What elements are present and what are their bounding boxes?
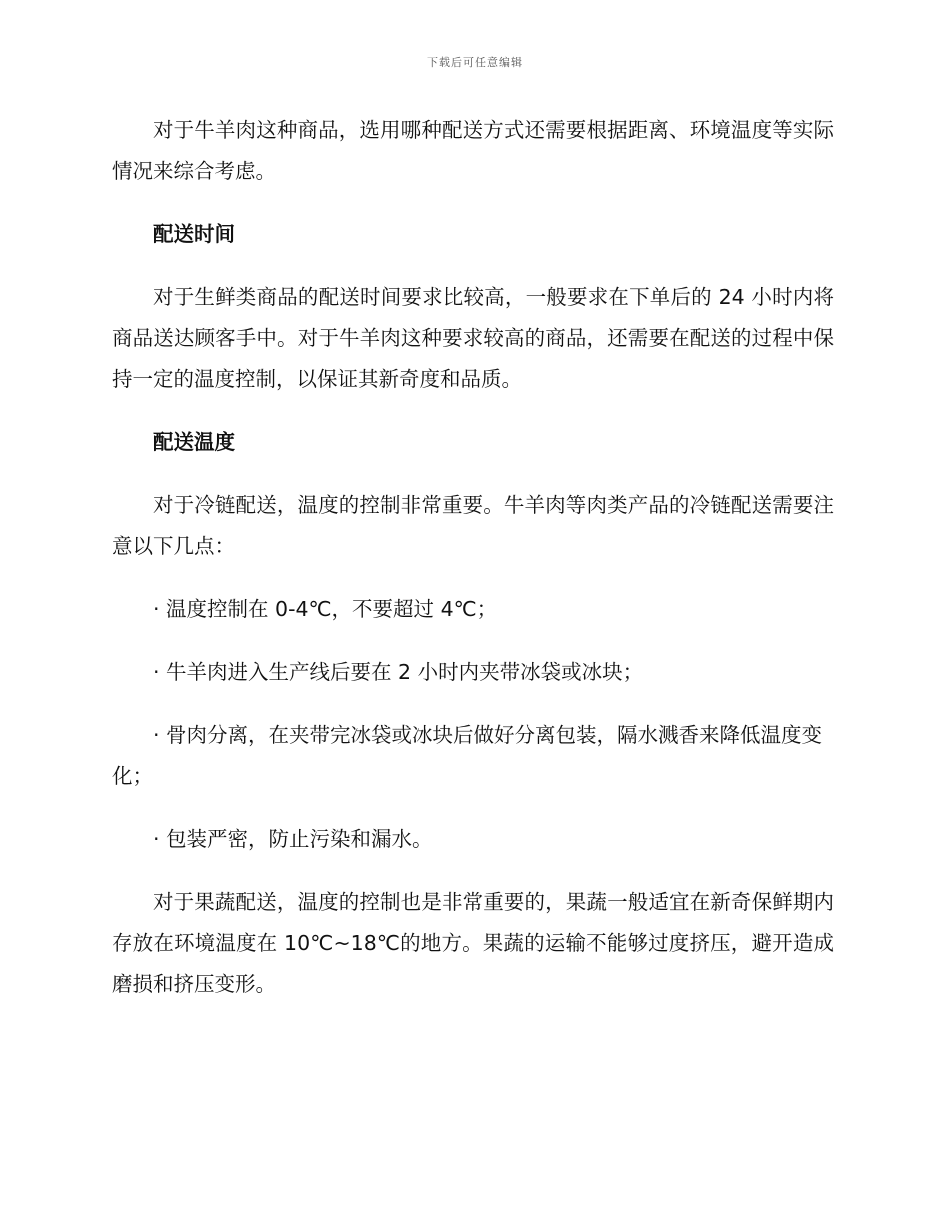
paragraph-delivery-time: 对于生鲜类商品的配送时间要求比较高，一般要求在下单后的 24 小时内将商品送达顾客手中。对于牛羊肉这种要求较高的商品，还需要在配送的过程中保持一定的温度控制，以保证其新奇度和品质。 <box>112 285 834 391</box>
bullet-item: · 包装严密，防止污染和漏水。 <box>153 827 433 851</box>
heading-delivery-temperature: 配送温度 <box>153 430 235 454</box>
page-header: 下载后可任意编辑 <box>427 56 523 69</box>
heading-delivery-time: 配送时间 <box>153 222 235 246</box>
document-body <box>112 110 834 1027</box>
bullet-item: · 牛羊肉进入生产线后要在 2 小时内夹带冰袋或冰块； <box>153 660 644 684</box>
paragraph-delivery-method: 对于牛羊肉这种商品，选用哪种配送方式还需要根据距离、环境温度等实际情况来综合考虑。 <box>112 118 834 183</box>
paragraph-fruit-veg: 对于果蔬配送，温度的控制也是非常重要的，果蔬一般适宜在新奇保鲜期内存放在环境温度在 10℃~18℃的地方。果蔬的运输不能够过度挤压，避开造成磨损和挤压变形。 <box>112 890 834 996</box>
bullet-item: · 骨肉分离，在夹带完冰袋或冰块后做好分离包装，隔水溅香来降低温度变化； <box>112 723 823 788</box>
bullet-item: · 温度控制在 0-4℃，不要超过 4℃； <box>153 597 498 621</box>
paragraph-cold-chain: 对于冷链配送，温度的控制非常重要。牛羊肉等肉类产品的冷链配送需要注意以下几点： <box>112 493 834 558</box>
